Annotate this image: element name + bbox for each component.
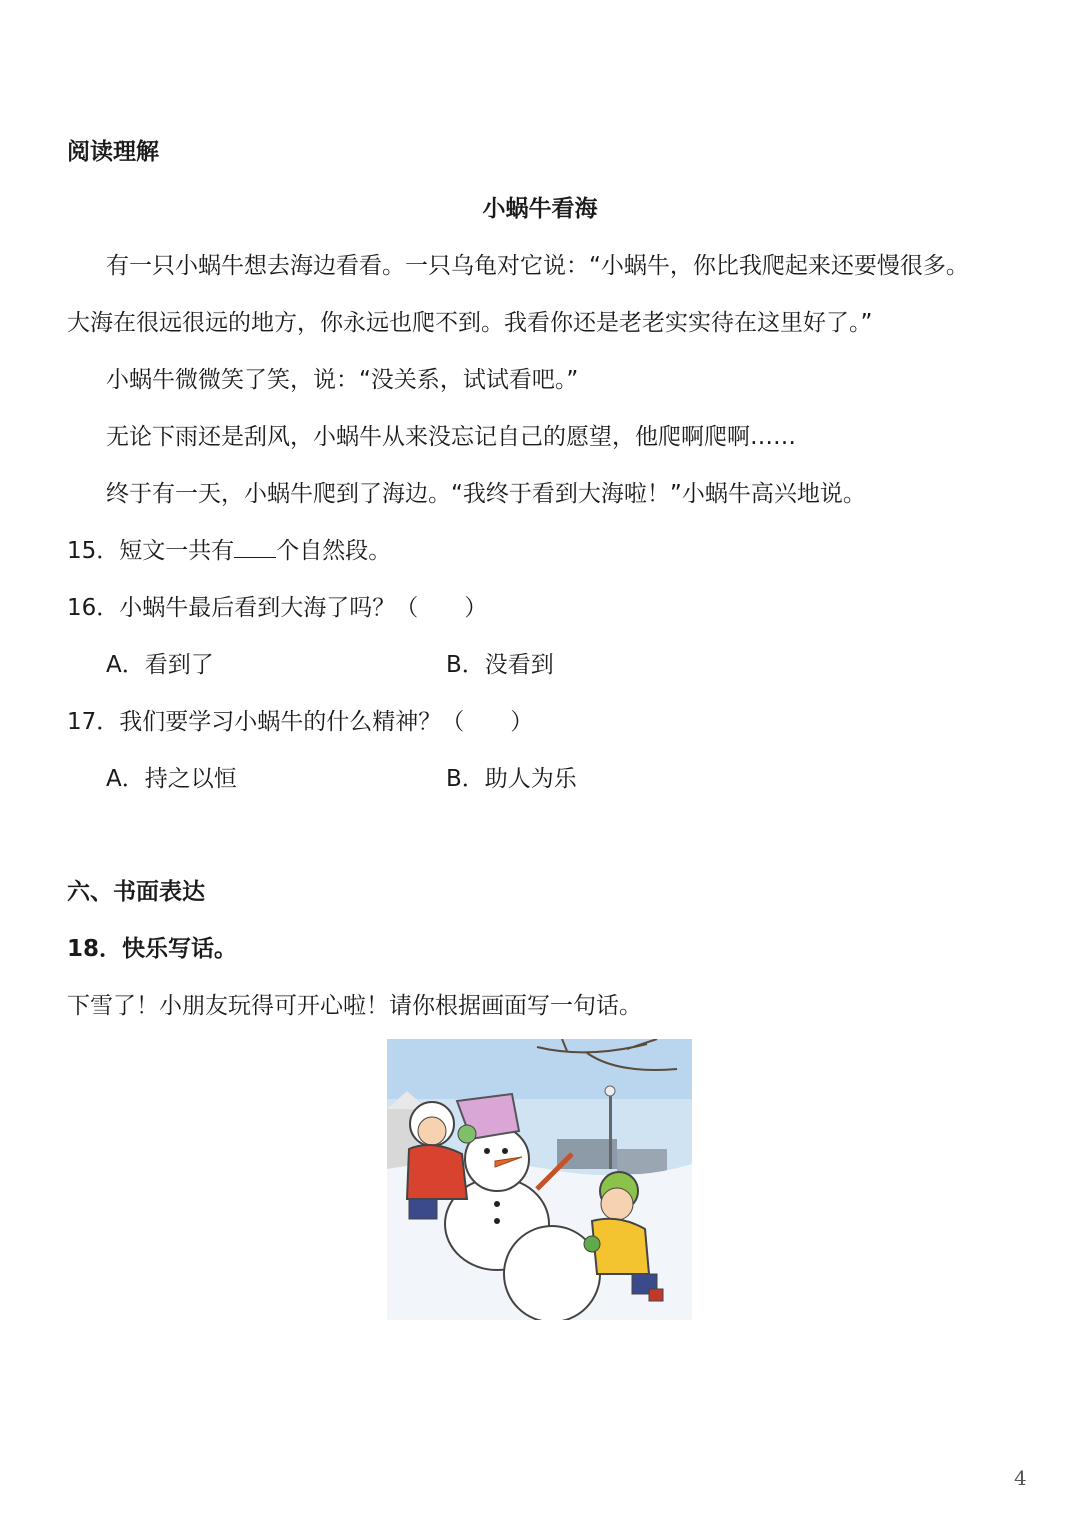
question-16-option-b[interactable]: B．没看到 bbox=[446, 652, 554, 678]
writing-prompt: 下雪了！小朋友玩得可开心啦！请你根据画面写一句话。 bbox=[67, 993, 642, 1019]
question-17-option-b[interactable]: B．助人为乐 bbox=[446, 766, 577, 792]
story-title: 小蜗牛看海 bbox=[482, 196, 598, 222]
paragraph-1-cont: 大海在很远很远的地方，你永远也爬不到。我看你还是老老实实待在这里好了。” bbox=[67, 310, 873, 336]
question-17: 17．我们要学习小蜗牛的什么精神？（ ） bbox=[67, 709, 534, 735]
paragraph-1: 有一只小蜗牛想去海边看看。一只乌龟对它说：“小蜗牛，你比我爬起来还要慢很多。 bbox=[106, 253, 969, 279]
question-15 bbox=[67, 535, 391, 567]
question-18: 18．快乐写话。 bbox=[67, 936, 238, 962]
paragraph-4: 终于有一天，小蜗牛爬到了海边。“我终于看到大海啦！”小蜗牛高兴地说。 bbox=[106, 481, 866, 507]
question-15-after: 个自然段。 bbox=[276, 538, 392, 564]
question-16: 16．小蜗牛最后看到大海了吗？（ ） bbox=[67, 595, 488, 621]
page-number: 4 bbox=[1014, 1466, 1027, 1490]
paragraph-3: 无论下雨还是刮风，小蜗牛从来没忘记自己的愿望，他爬啊爬啊…… bbox=[106, 424, 796, 450]
paragraph-2: 小蜗牛微微笑了笑，说：“没关系，试试看吧。” bbox=[106, 367, 579, 393]
question-15-before: 15．短文一共有 bbox=[67, 538, 235, 564]
question-16-option-a[interactable]: A．看到了 bbox=[106, 652, 214, 678]
question-17-option-a[interactable]: A．持之以恒 bbox=[106, 766, 237, 792]
snowman-illustration bbox=[387, 1039, 692, 1320]
section-heading-writing: 六、书面表达 bbox=[67, 879, 205, 905]
answer-blank[interactable] bbox=[234, 535, 276, 558]
section-heading-reading: 阅读理解 bbox=[67, 139, 159, 165]
